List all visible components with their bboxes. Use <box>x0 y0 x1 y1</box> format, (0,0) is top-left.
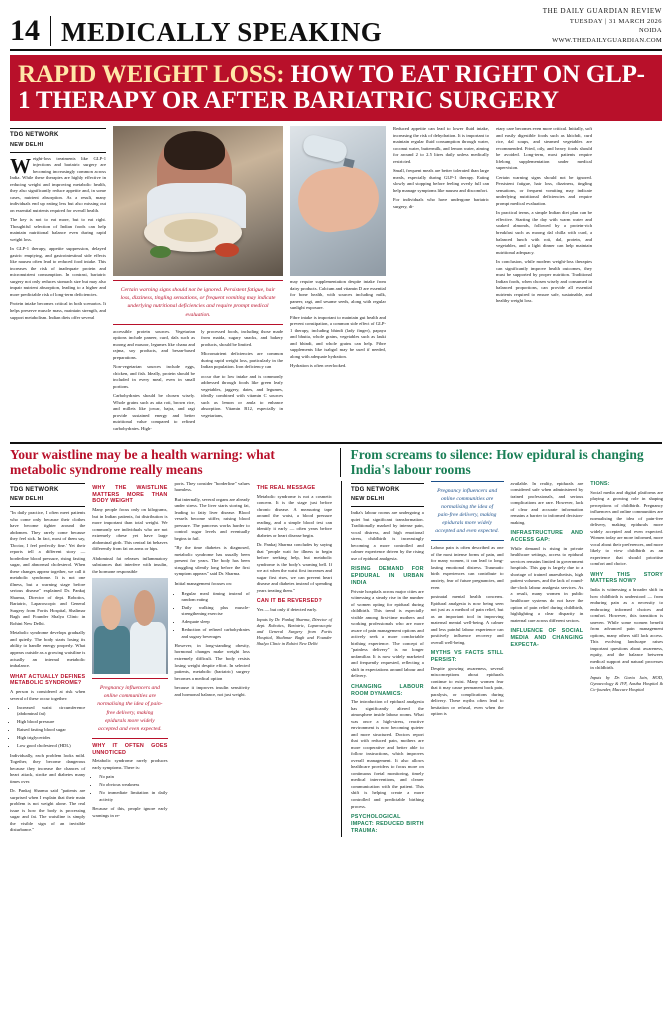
byline-rule-bottom <box>351 506 424 507</box>
byline-place: NEW DELHI <box>351 496 385 503</box>
fr-col-1 <box>351 481 424 837</box>
fr-para: available. In reality, epidurals are considered safe when administered by trained professionals, and serious complications are rare. However, lack of clear and accurate information remains a barrier to informed decision-making. <box>510 480 584 525</box>
fl-para: Yes — but only if detected early. <box>256 607 318 612</box>
fl-subhead-3: WHY IT OFTEN GOES UNNOTICED <box>92 742 168 756</box>
fl-para: However, in long-standing obesity, hormonal changes make weight loss extremely difficult. The body resists losing weight despite effort. In selected patients, metabolic (bariatric) surgery becomes a medical option <box>174 642 250 681</box>
feature-right-head-wrap <box>340 448 662 476</box>
fl-list-1 <box>10 705 85 750</box>
lead-col-3 <box>290 126 386 435</box>
feature-left-body <box>10 481 332 837</box>
lead-para: Hydration is often overlooked. <box>290 363 347 369</box>
lead-para: The key is not to eat more, but to eat right. Thoughtful selection of Indian foods can help maintain nutritional balance even during rapid weight loss. <box>10 217 106 242</box>
fr-para: Social media and digital platforms are playing a growing role in shaping perceptions of childbirth. Pregnancy influencers and online communities are normalising the idea of pain-free delivery, making epidurals more widely accepted and even expected. Women today are more informed, more vocal about their preferences, and more likely to view childbirth as an experience that should prioritise comfort and choice. <box>590 489 663 567</box>
masthead <box>10 6 662 51</box>
list-item: • Adequate sleep <box>182 619 250 625</box>
lead-para: Small, frequent meals are better tolerated than large meals, especially during GLP-1 therapy. Eating slowly and stopping before feeling overly full can help manage symptoms like nausea and discomfort. <box>393 168 489 193</box>
lead-para: In GLP-1 therapy, appetite suppression, delayed gastric emptying, and gastrointestinal side effects like nausea often lead to reduced food intake. This increases the risk of inadequate protein and micronutrient consumption. In contrast, bariatric surgery not only reduces stomach size but may also impair nutrient absorption, leading to a higher and more predictable risk of long-term deficiencies. <box>10 246 106 297</box>
byline <box>10 483 85 507</box>
lead-para: For individuals who have undergone bariatric surgery, di- <box>393 197 489 209</box>
byline-rule-top <box>351 483 424 484</box>
list-item: • Raised fasting blood sugar <box>17 727 85 733</box>
lead-para: etary care becomes even more critical. Initially, soft and easily digestible foods such as khichdi, curd rice, dal soups, and steamed vegetables are recommended. Fried, oily, and heavy foods should be avoided. Long-term, most patients require lifelong supplementation under medical supervision. <box>496 126 592 171</box>
fl-para: A person is considered at risk when several of these occur together: <box>10 689 86 701</box>
paper-name: THE DAILY GUARDIAN REVIEW <box>542 7 662 15</box>
lead-photo-meal <box>113 126 283 276</box>
list-item: • No immediate limitation in daily activity <box>99 790 167 803</box>
fr-para: Despite growing awareness, several misconceptions about epidurals continue to exist. Many women fear that it may cause permanent back pain, paralysis, or complications during delivery. These myths often lead to hesitation or refusal, even when the option is <box>430 665 504 717</box>
two-feature-heads <box>10 448 662 476</box>
fl-para: Metabolic syndrome rarely produces early symptoms. There is: <box>92 758 168 770</box>
list-item: • Reduction of refined carbohydrates and sugary beverages <box>182 627 250 640</box>
feature-right-body <box>341 481 663 837</box>
lead-para: In conclusion, while modern weight-loss therapies can significantly improve health outcomes, they must be supported by proper nutrition. Traditional Indian foods, when chosen wisely and consumed in balanced proportions, can provide all essential nutrients required to ensure safe, sustainable, and healthy weight loss. <box>496 259 592 304</box>
lead-para: Protein intake becomes critical in both scenarios. It helps preserve muscle mass, maintain strength, and support metabolism. Indian diets offer several <box>10 301 106 320</box>
photo-abdomen <box>294 163 383 237</box>
fl-col-4 <box>257 481 332 837</box>
list-item: • Daily walking plus muscle-strengthening exercise <box>182 605 250 618</box>
list-item: • Regular meal timing instead of random eating <box>182 591 250 604</box>
fl-subhead-4: THE REAL MESSAGE <box>256 484 316 491</box>
fl-para: "By the time diabetes is diagnosed, metabolic syndrome has usually been present for years. The body has been struggling silently long before the first symptom appears" said Dr. Sharma. <box>174 545 250 577</box>
fr-col-4 <box>590 481 663 837</box>
fr-subhead-4: MYTHS VS FACTS STILL PERSIST: <box>430 650 504 663</box>
fl-col-1 <box>10 481 85 837</box>
lead-col-4 <box>393 126 489 435</box>
lead-para: occur due to low intake and is commonly addressed through foods like green leafy vegetables, jaggery, dates, and legumes, ideally combined with vitamin C sources such as lemon or amla to enhance absorption. Vitamin B12, especially in vegetarians, <box>201 373 283 418</box>
fl-para: Many people focus only on kilograms, but in Indian patients, fat distribution is more important than total weight. We commonly see individuals who are not extremely obese yet have large abdominal girth. This central fat behaves differently from fat on arms or hips. <box>92 507 168 552</box>
fr-subhead-5: INFRASTRUCTURE AND ACCESS GAP: <box>510 530 584 544</box>
feature-left-head-wrap <box>10 448 331 476</box>
photo-head-1 <box>101 595 121 630</box>
fl-subhead-2: WHY THE WAISTLINE MATTERS MORE THAN BODY WEIGHT <box>92 484 168 505</box>
byline-place: NEW DELHI <box>10 141 44 148</box>
lead-para: Micronutrient deficiencies are common during rapid weight loss, particularly in the Indian population. Iron deficiency can <box>201 351 283 370</box>
fl-col-3 <box>175 481 250 837</box>
fr-para: Private hospitals across major cities are witnessing a steady rise in the number of women opting for epidural during childbirth. This trend is especially visible among first-time mothers and working professionals who are more aware of pain management options and actively seek a more comfortable birthing experience. The concept of "painless delivery" is no longer unfamiliar. It is now widely marketed and frequently requested, reflecting a shift in expectations around labour and delivery. <box>351 588 424 679</box>
photo-coat <box>130 622 166 674</box>
fr-subhead-3: PSYCHOLOGICAL IMPACT: REDUCED BIRTH TRAUMA: <box>351 814 424 834</box>
lead-para: Fibre intake is important to maintain gut health and prevent constipation, a common side effect of GLP-1 therapy, including bhindi (lady finger), papaya and bhutta, whole grains, vegetables such as lauki and bhindi, and whole grains can help. Fibre supplements like isabgol may be used if needed, along with adequate hydration. <box>290 314 386 359</box>
masthead-meta <box>543 6 662 46</box>
lead-photo-injection <box>290 126 386 276</box>
lead-para: In practical terms, a simple Indian diet plan can be effective. Starting the day with warm water and soaked almonds, followed by a protein-rich breakfast such as moong dal chilla with curd, a balanced lunch with roti, dal, protein, and vegetables, and a light dinner can help maintain nutritional adequacy. <box>496 210 592 255</box>
fr-para: While demand is rising in private healthcare settings, access to epidural services remains limited in government hospitals. This gap is largely due to a shortage of trained anaesthetists, high patient volumes, and the lack of round-the-clock labour analgesia services. As a result, many women in public healthcare systems do not have the option of pain relief during childbirth, highlighting a clear disparity in maternal care across different sectors. <box>510 545 584 623</box>
byline-rule-bottom <box>10 506 85 507</box>
lead-pullquote: Certain warning signs should not be ignored. Persistent fatigue, hair loss, dizziness, tingling sensations, or frequent vomiting may indicate underlying nutritional deficiencies and require prompt medical evaluation. <box>113 280 283 324</box>
lead-para: Certain warning signs should not be ignored. Persistent fatigue, hair loss, dizziness, tingling sensations, or frequent vomiting may indicate underlying nutritional deficiencies and require prompt medical evaluation. <box>496 174 592 206</box>
byline-place: NEW DELHI <box>10 496 44 503</box>
fl-para: Individually, each problem looks mild. Together, they become dangerous because they increase the chances of heart attack, stroke and diabetes many times over. <box>10 752 86 784</box>
fl-pullquote: Pregnancy influencers and online communities are normalising the idea of pain-free delivery, making epidurals more widely accepted and even expected. <box>92 678 167 739</box>
photo-injection-pen <box>302 133 350 164</box>
secondary-section <box>10 442 662 836</box>
secondary-columns <box>10 481 662 837</box>
byline-rule-bottom <box>10 152 106 153</box>
byline-rule-top <box>10 128 106 129</box>
fl-subhead-1: WHAT ACTUALLY DEFINES METABOLIC SYNDROME? <box>10 673 86 687</box>
edition-place: NOIDA <box>639 27 662 35</box>
byline <box>351 483 424 507</box>
fl-para: "In daily practice, I often meet patients who come only because their clothes have become tighter around the abdomen. They rarely come because they feel sick. In fact, most of them say, 'Doctor, I feel perfectly fine.' Yet their reports tell a different story — borderline blood pressure, rising fasting sugar, and abnormal cholesterol. When these changes appear together, we call it metabolic syndrome. It is not one illness, but a warning stage before serious disease" explained Dr. Pankaj Sharma, Director of dept. Robotics, Bariatric, Laparoscopic and General Surgery from Fortis Hospital, Shalimar Bagh and Founder Shalya Clinic in Rohini New Delhi. <box>10 510 86 626</box>
byline-name: TDG NETWORK <box>10 486 59 493</box>
photo-hair <box>164 131 225 170</box>
lead-headline-kicker: RAPID WEIGHT LOSS: <box>18 60 285 88</box>
lead-para: Carbohydrates should be chosen wisely. Whole grains such as atta roti, brown rice, and millets like jowar, bajra, and ragi provide sustained energy and better nutritional value compared to refined carbohydrates. High- <box>113 393 195 431</box>
fr-subhead-2: CHANGING LABOUR ROOM DYNAMICS: <box>351 683 424 697</box>
issue-date: TUESDAY | 31 MARCH 2026 <box>569 17 662 25</box>
fr-para: India's labour rooms are undergoing a quiet but significant transformation. Traditionally marked by intense pain, vocal distress, and high emotional stress, childbirth is increasingly becoming a more controlled and calmer experience driven by the rising use of epidural analgesia. <box>351 510 424 561</box>
lead-headline-rest: HOW TO EAT RIGHT ON GLP-1 THERAPY OR AFTER BARIATRIC SURGERY <box>18 60 645 114</box>
photo-bowl <box>164 219 218 242</box>
fl-para: Dr. Pankaj Sharma concludes by saying that "people wait for illness to begin before seeking help, but metabolic syndrome is the body's warning bell. If we act when the waist first increases and sugar first rises, we can prevent heart disease and diabetes instead of spending years treating them." <box>256 542 332 593</box>
fl-para: Abdominal fat releases inflammatory substances that interfere with insulin, the hormone responsible <box>92 555 168 574</box>
website-url[interactable]: WWW.THEDAILYGUARDIAN.COM <box>552 37 662 44</box>
fr-para: postnatal mental health concerns. Epidural analgesia is now being seen not just as a method of pain relief, but as an important tool in improving maternal mental well-being. A calmer and less painful labour experience can positively influence recovery and overall well-being. <box>430 594 504 645</box>
fl-para: because it improves insulin sensitivity and hormonal balance, not just weight. <box>174 685 250 697</box>
byline <box>10 128 106 152</box>
section-title: MEDICALLY SPEAKING <box>61 16 383 47</box>
lead-headline <box>18 62 654 114</box>
fr-col-3 <box>511 481 584 837</box>
fr-col-2 <box>431 481 504 837</box>
fr-subhead-6: INFLUENCE OF SOCIAL MEDIA AND CHANGING EXPECTA- <box>510 628 584 648</box>
fl-col-2 <box>92 481 167 837</box>
fl-para: Because of this, people ignore early warnings in re- <box>92 806 168 818</box>
fl-para: But internally, several organs are already under stress. The liver starts storing fat, leading to fatty liver disease. Blood vessels become stiffer, raising blood pressure. The pancreas works harder to control sugar levels and eventually begins to fail. <box>174 496 250 541</box>
fl-para: Metabolic syndrome is not a cosmetic concern. It is the stage just before chronic disease. A measuring tape around the waist, a blood pressure reading, and a simple blood test can identify it early — often years before diabetes or heart disease begin. <box>256 493 332 538</box>
section-divider <box>10 442 662 444</box>
fl-credit: Inputs by Dr. Pankaj Sharma, Director of dept. Robotics, Bariatric, Laparoscopic and General Surgery from Fortis Hospital, Shalimar Bagh and Founder Shalya Clinic in Rohini New Delhi <box>256 616 332 647</box>
list-item: • Increased waist circumference (abdominal fat) <box>17 705 85 718</box>
fl-para: Initial management focuses on: <box>174 580 233 586</box>
lead-para: Weight-loss treatments like GLP-1 injections and bariatric surgery are becoming increasingly common across India. While these therapies are highly effective in reducing weight and improving metabolic health, they also significantly reduce appetite and, in some cases, nutrient absorption. As a result, many individuals end up eating less but also missing out on essential nutrients required for overall health. <box>10 153 106 213</box>
fl-para: ports. They consider "borderline" values harmless. <box>174 480 250 493</box>
lead-para: Non-vegetarian sources include eggs, chicken, and fish. Ideally, protein should be included in every meal, even in small portions. <box>113 364 195 389</box>
fl-photo-clinic <box>92 578 167 674</box>
list-item: • High blood pressure <box>17 719 85 725</box>
feature-right-headline[interactable]: From screams to silence: How epidural is changing India's labour rooms <box>350 447 644 477</box>
byline-name: TDG NETWORK <box>10 132 59 139</box>
fr-subhead-7: TIONS: <box>590 480 610 487</box>
list-item: • No pain <box>99 774 167 780</box>
list-item: • High triglycerides <box>17 735 85 741</box>
fr-para: The introduction of epidural analgesia has significantly altered the atmosphere inside labour rooms. What was once a high-stress, reactive environment is now becoming quieter and more structured. Doctors report that with reduced pain, mothers are more cooperative and better able to follow instructions, which improves overall management. It also allows healthcare providers to focus more on continuous foetal monitoring, timely medical interventions, and clearer communication with the patient. This shift is helping create a more controlled and predictable birthing process. <box>351 699 424 809</box>
photo-tomato <box>215 243 239 257</box>
byline-rule-top <box>10 483 85 484</box>
lead-para: ly processed foods, including those made from maida, sugary snacks, and bakery products, should be limited. <box>201 328 283 347</box>
fl-list-2 <box>92 774 167 803</box>
photo-head-2 <box>134 590 155 626</box>
page-folio: 14 <box>10 16 51 46</box>
lead-col-5 <box>496 126 592 435</box>
list-item: • No obvious weakness <box>99 782 167 788</box>
lead-col-1 <box>10 126 106 435</box>
fr-subhead-8: WHY THIS STORY MATTERS NOW? <box>590 571 663 585</box>
fr-para: India is witnessing a broader shift in how childbirth is understood — from enduring pain as a necessity to embracing informed choices and comfort. However, this transition is uneven. While some women benefit from advanced pain management options, many others still lack access. This evolving landscape raises important questions about awareness, equity, and the balance between medical support and natural processes in childbirth. <box>590 587 663 671</box>
fr-para: Labour pain is often described as one of the most intense forms of pain, and for many women, it can lead to long-lasting emotional distress. Traumatic birth experiences can contribute to anxiety, fear of future pregnancies, and even <box>430 545 504 590</box>
lead-para: Reduced appetite can lead to lower fluid intake, increasing the risk of dehydration. It is important to maintain regular fluid consumption through water, coconut water, buttermilk, and lemon water, aiming for around 2 to 2.5 litres daily unless medically restricted. <box>393 126 489 164</box>
lead-para: may require supplementation despite intake from dairy products. Calcium and vitamin D are essential for bone health, with sources including milk, paneer, ragi, and sesame seeds, along with regular sunlight exposure. <box>290 279 386 311</box>
fr-pullquote: Pregnancy influencers and online communities are normalising the idea of pain-free delivery, making epidurals more widely accepted and even expected. <box>431 481 504 542</box>
lead-col-2 <box>113 126 283 435</box>
lead-subcols <box>113 329 283 436</box>
lead-para: accessible protein sources. Vegetarian options include paneer, curd, dals such as moong and masoor, legumes like chana and rajma, soy products, and besan-based preparations. <box>113 328 195 360</box>
byline-name: TDG NETWORK <box>351 486 400 493</box>
lead-headline-banner <box>10 55 662 122</box>
fl-list-3 <box>175 591 250 640</box>
feature-left-headline[interactable]: Your waistline may be a health warning: what metabolic syndrome really means <box>10 447 275 477</box>
fl-subhead-5: CAN IT BE REVERSED? <box>256 598 322 605</box>
fr-subhead-1: RISING DEMAND FOR EPIDURAL IN URBAN INDIA <box>351 566 424 586</box>
lead-story-columns <box>10 126 662 435</box>
photo-vegetable <box>150 246 170 258</box>
fl-para: Dr. Pankaj Sharma said "patients are surprised when I explain that their main problem is not weight alone. The real issue is how the body is processing sugar and fat. The waistline is simply the visible sign of an invisible disturbance." <box>10 788 86 833</box>
photo-scrubs <box>94 626 130 674</box>
list-item: • Low good cholesterol (HDL) <box>17 743 85 749</box>
fl-para: Metabolic syndrome develops gradually and quietly. The body starts losing its ability to handle energy properly. What appears outside as a growing waistline is actually an internal metabolic imbalance. <box>10 630 86 669</box>
fr-credit: Inputs by Dr. Garia Jain, HOD, Gynaecology & IVF, Aastha Hospital & Co-founder, Maccure Hospital <box>590 674 663 693</box>
